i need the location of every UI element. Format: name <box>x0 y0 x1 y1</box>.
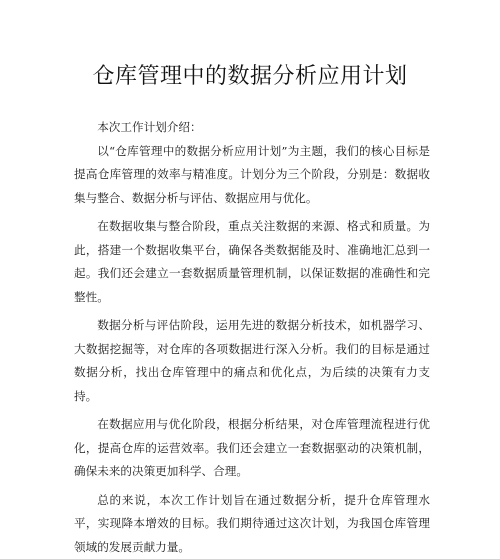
paragraph-analysis: 数据分析与评估阶段，运用先进的数据分析技术，如机器学习、大数据挖掘等，对仓库的各项数据进行深入分析。我们的目标是通过数据分析，找出仓库管理中的痛点和优化点，为后续的决策有力支持。 <box>74 314 430 408</box>
paragraph-collection: 在数据收集与整合阶段，重点关注数据的来源、格式和质量。为此，搭建一个数据收集平台，确保各类数据能及时、准确地汇总到一起。我们还会建立一套数据质量管理机制，以保证数据的准确性和完整性。 <box>74 215 430 309</box>
paragraph-application: 在数据应用与优化阶段，根据分析结果，对仓库管理流程进行优化，提高仓库的运营效率。我们还会建立一套数据驱动的决策机制，确保未来的决策更加科学、合理。 <box>74 413 430 484</box>
paragraph-intro: 本次工作计划介绍： <box>74 116 430 140</box>
paragraph-summary: 总的来说，本次工作计划旨在通过数据分析，提升仓库管理水平，实现降本增效的目标。我们期待通过这次计划，为我国仓库管理领域的发展贡献力量。 <box>74 489 430 559</box>
document-title: 仓库管理中的数据分析应用计划 <box>0 62 500 92</box>
document-body <box>74 116 430 559</box>
paragraph-theme: 以“仓库管理中的数据分析应用计划”为主题，我们的核心目标是提高仓库管理的效率与精准度。计划分为三个阶段，分别是：数据收集与整合、数据分析与评估、数据应用与优化。 <box>74 140 430 211</box>
